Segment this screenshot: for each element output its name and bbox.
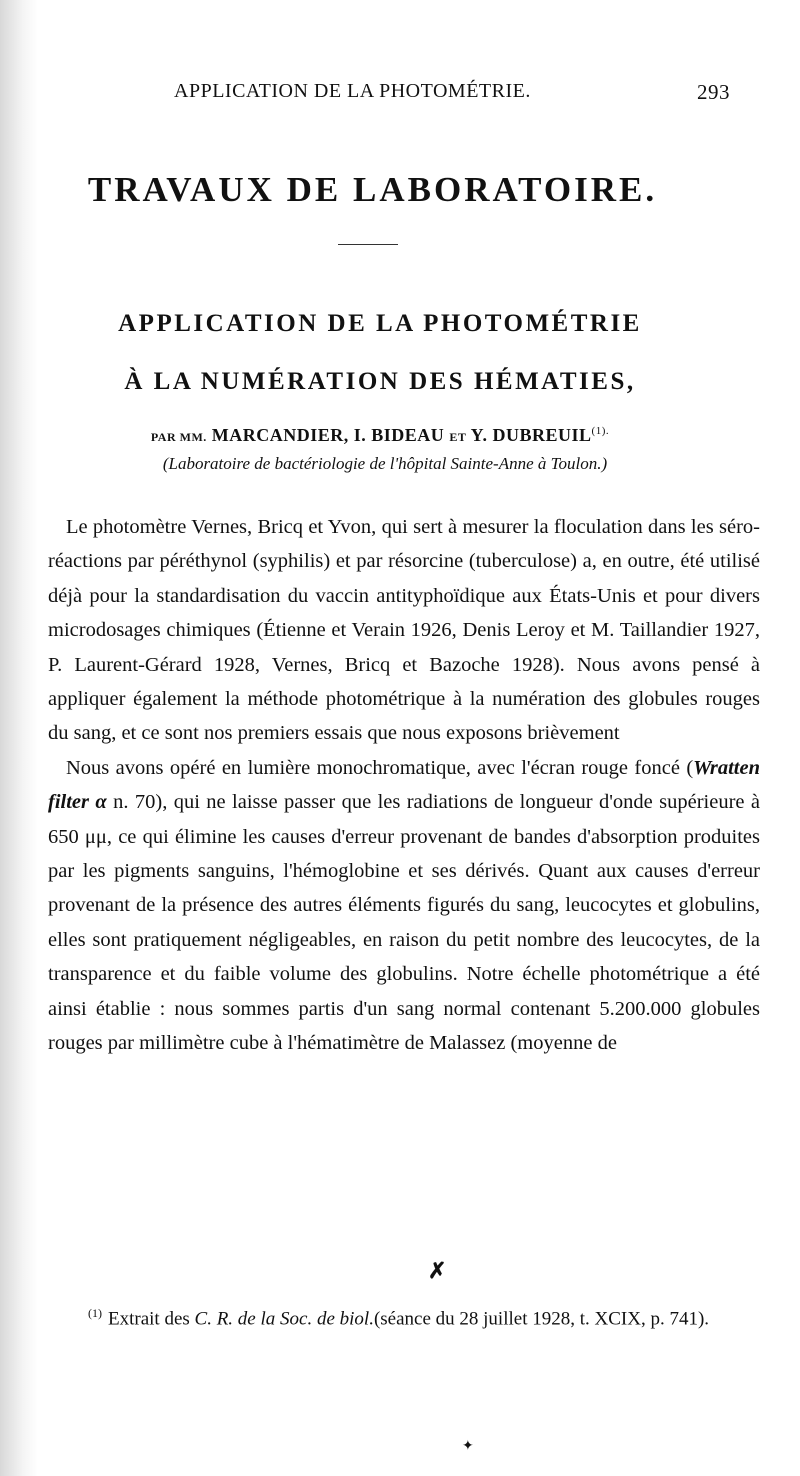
authors-footnote-ref: (1). [591, 425, 610, 437]
page-number: 293 [697, 80, 730, 104]
title-divider-rule [338, 244, 398, 245]
printer-mark: ✗ [428, 1258, 447, 1283]
page-gutter-shadow [0, 0, 38, 1476]
paragraph-2-rest: n. 70), qui ne laisse passer que les radiations de longueur d'onde supérieure à 650 μμ, ce qui élimine les causes d'erreur provenant de bandes d'absorption produites par les pigments sanguins, l'hémoglobine et ses dérivés. Quant aux causes d'erreur provenant de la présence des autres éléments figurés du sang, leucocytes et globulins, elles sont pratiquement négligeables, en raison du petit nombre des leucocytes, de la transparence et du faible volume des globulins. Notre échelle photométrique a été ainsi établie : nous sommes partis d'un sang normal contenant 5.200.000 globules rouges par millimètre cube à l'hématimètre de Malassez (moyenne de [48, 791, 760, 1055]
authors-prefix: PAR MM. [150, 430, 207, 444]
footnote-text-start: Extrait des [108, 1308, 195, 1330]
paragraph-2-start: Nous avons opéré en lumière monochromatique, avec l'écran rouge foncé ( [66, 756, 694, 779]
article-title-line-1: APPLICATION DE LA PHOTOMÉTRIE [118, 310, 642, 337]
footnote [88, 1293, 768, 1339]
footnote-citation: C. R. de la Soc. de biol. [194, 1308, 374, 1330]
section-title: TRAVAUX DE LABORATOIRE. [87, 170, 658, 209]
authors-line [0, 425, 760, 446]
affiliation: (Laboratoire de bactériologie de l'hôpital Sainte-Anne à Toulon.) [162, 454, 608, 473]
bottom-printer-mark: ✦ [462, 1439, 474, 1454]
authors-last: Y. DUBREUIL [470, 425, 592, 445]
footnote-marker: (1) [88, 1306, 102, 1320]
running-head-title: APPLICATION DE LA PHOTOMÉTRIE. [174, 80, 531, 102]
footnote-text-end: (séance du 28 juillet 1928, t. XCIX, p. 741). [373, 1308, 710, 1330]
running-head [170, 80, 730, 110]
body-text [48, 510, 760, 1061]
authors-names: MARCANDIER, I. BIDEAU [211, 425, 445, 445]
paragraph-2-italic: Wratten filter α [48, 756, 760, 814]
paragraph-2 [48, 751, 760, 1061]
authors-conjunction: ET [449, 430, 467, 444]
article-title-line-2: À LA NUMÉRATION DES HÉMATIES, [124, 368, 636, 395]
paragraph-1: Le photomètre Vernes, Bricq et Yvon, qui sert à mesurer la floculation dans les séro-réactions par péréthynol (syphilis) et par résorcine (tuberculose) a, en outre, été utilisé déjà pour la standardisation du vaccin antityphoïdique aux États-Unis et pour divers microdosages chimiques (Étienne et Verain 1926, Denis Leroy et M. Taillandier 1927, P. Laurent-Gérard 1928, Vernes, Bricq et Bazoche 1928). Nous avons pensé à appliquer également la méthode photométrique à la numération des globules rouges du sang, et ce sont nos premiers essais que nous exposons brièvement [48, 516, 760, 745]
